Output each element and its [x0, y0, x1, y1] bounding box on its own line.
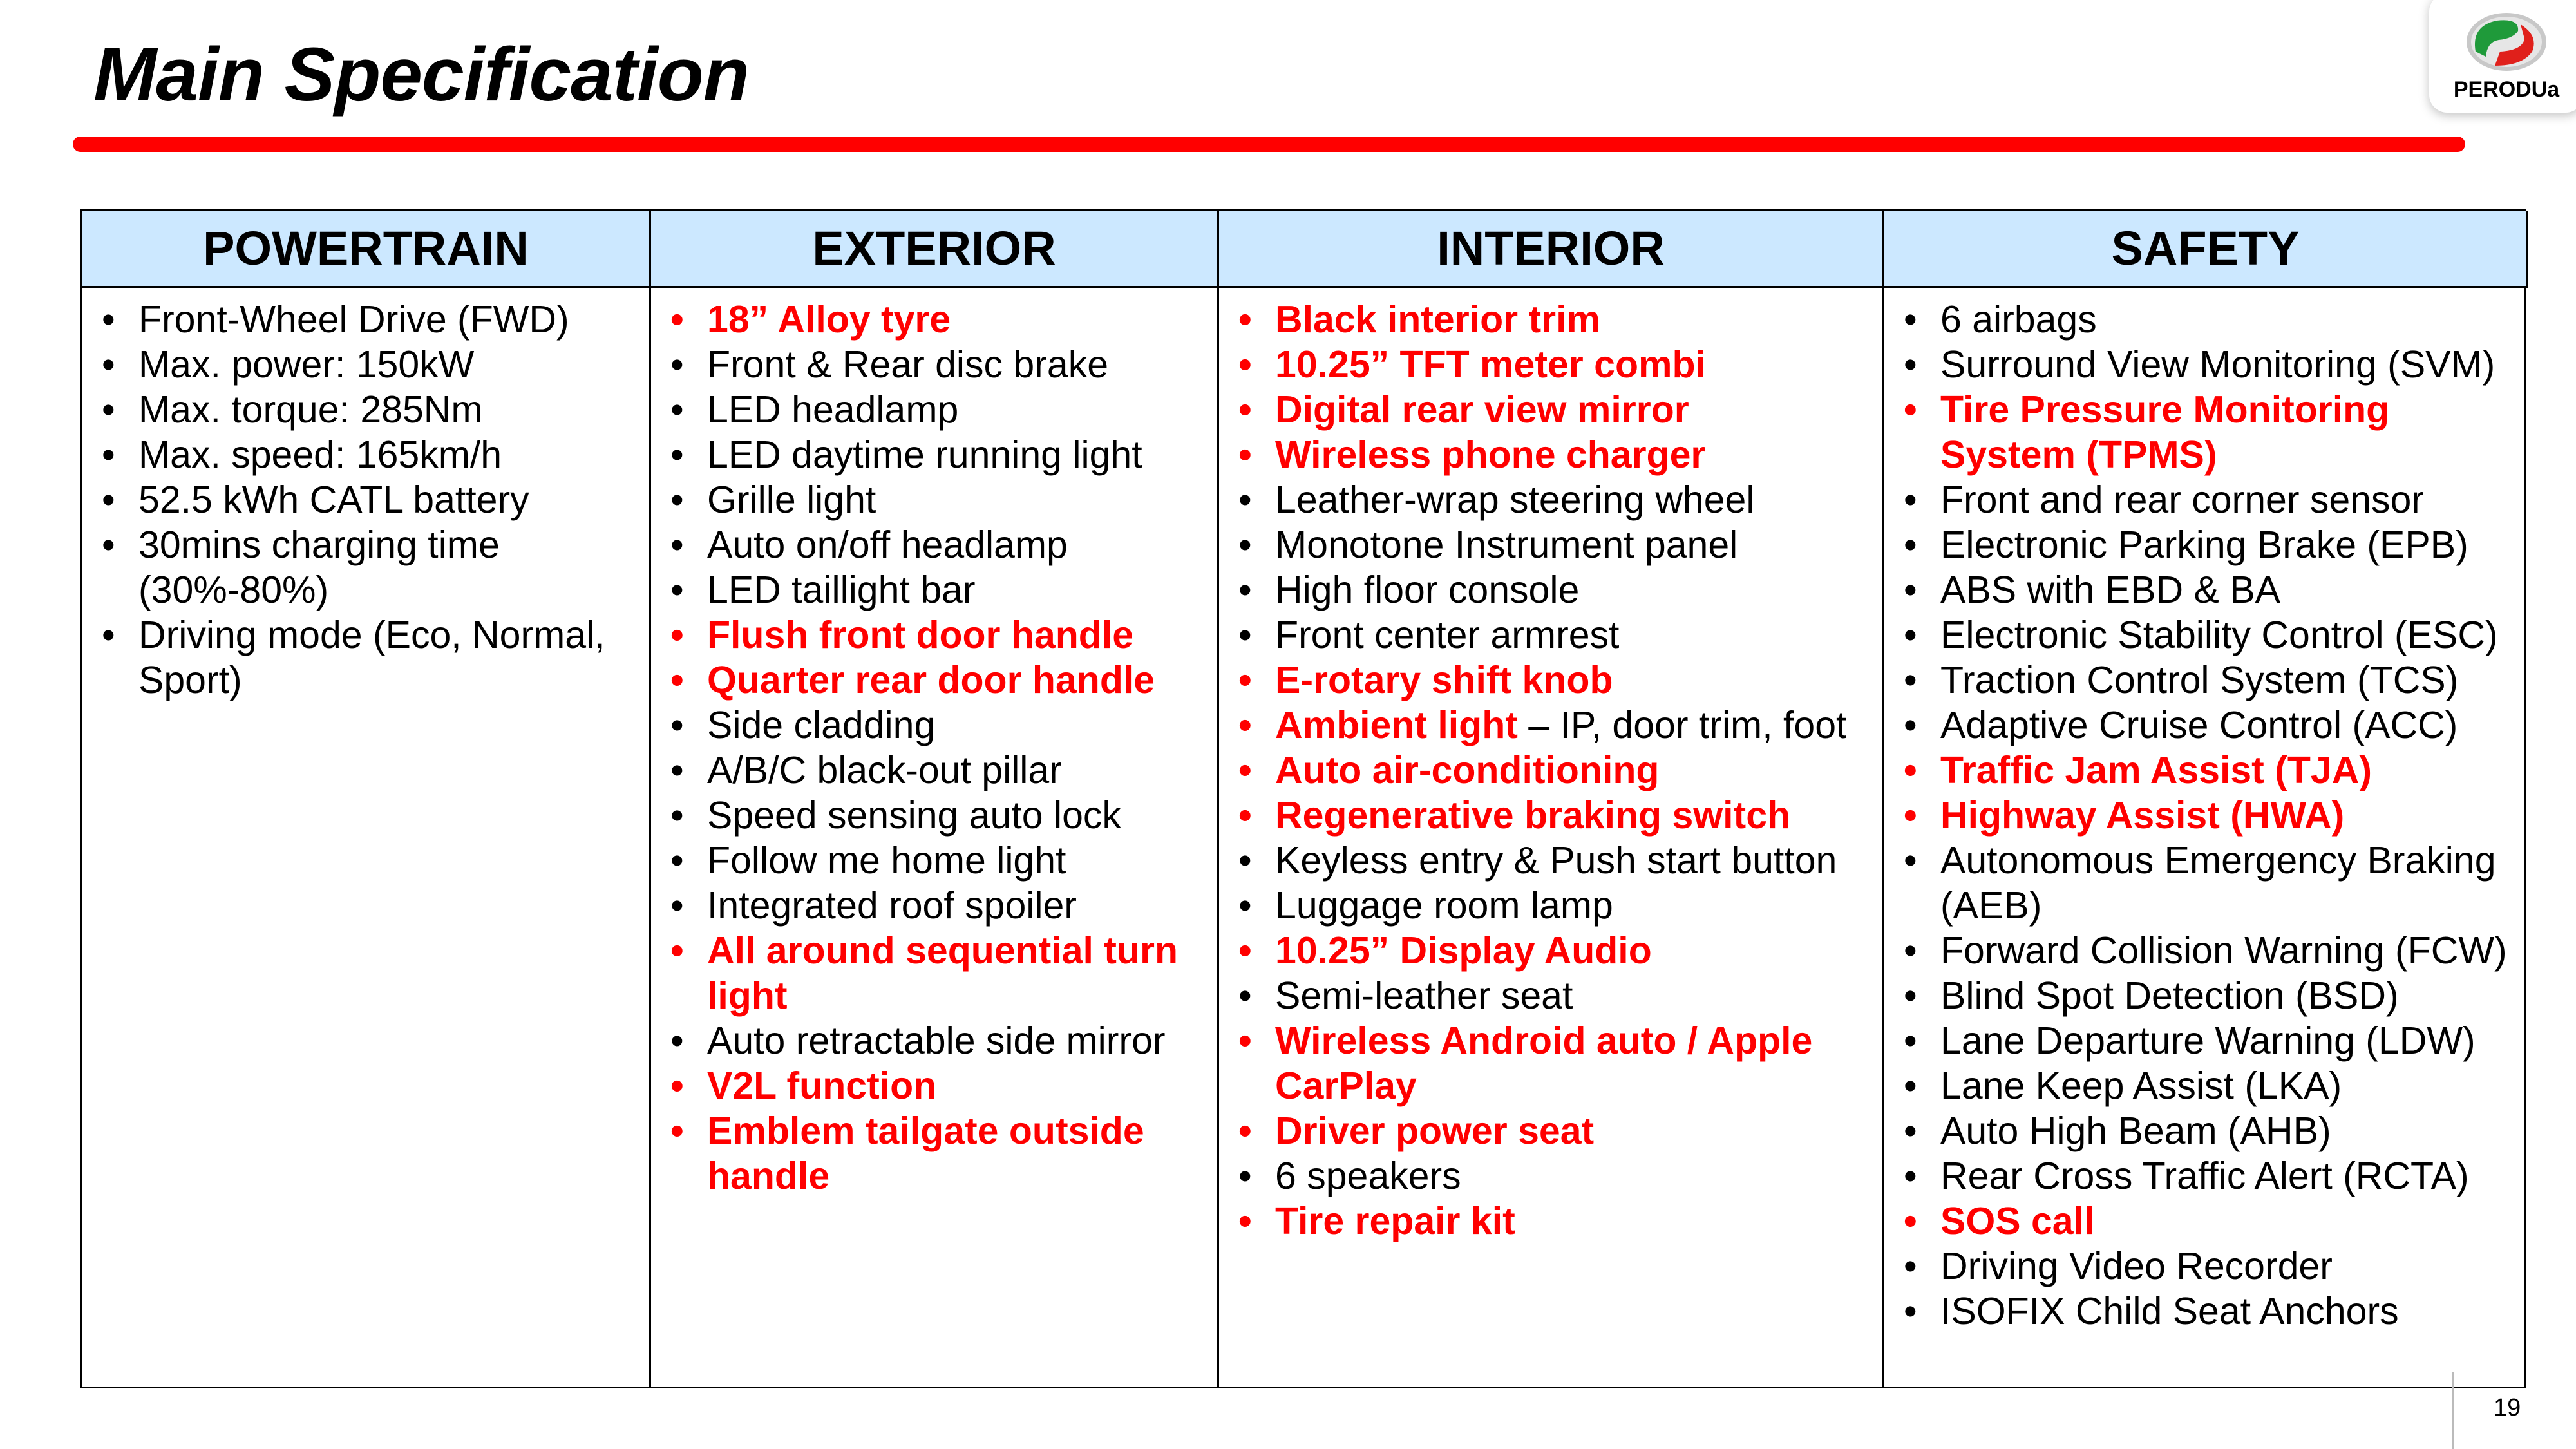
list-item-text: Emblem tailgate outside handle: [707, 1110, 1144, 1197]
list-item: [82, 342, 649, 387]
list-item: [1884, 973, 2528, 1018]
list-item-text: 30mins charging time (30%-80%): [138, 524, 500, 611]
list-item-text: Quarter rear door handle: [707, 659, 1155, 701]
perodua-logo: [2429, 0, 2576, 113]
list-item: [651, 703, 1217, 748]
list-item: [651, 342, 1217, 387]
list-item-text: Adaptive Cruise Control (ACC): [1940, 704, 2458, 746]
list-item: [651, 658, 1217, 703]
list-item-text: Traction Control System (TCS): [1940, 659, 2459, 701]
list-item-text: V2L function: [707, 1065, 937, 1107]
list-item: [1884, 748, 2528, 793]
list-item-text: Tire Pressure Monitoring System (TPMS): [1940, 388, 2390, 476]
list-item-text: Forward Collision Warning (FCW): [1940, 929, 2507, 972]
list-item: [1884, 567, 2528, 612]
list-item: [651, 1018, 1217, 1063]
list-item-text: Wireless phone charger: [1275, 433, 1706, 476]
list-item-text: LED headlamp: [707, 388, 959, 431]
list-item: [1219, 522, 1882, 567]
list-item-text: Max. speed: 165km/h: [138, 433, 502, 476]
list-item: [1884, 658, 2528, 703]
column-header-interior: INTERIOR: [1219, 211, 1884, 288]
list-item-text: Electronic Stability Control (ESC): [1940, 614, 2498, 656]
list-item-text: 52.5 kWh CATL battery: [138, 478, 529, 521]
list-item-text: Grille light: [707, 478, 876, 521]
list-item: [1219, 387, 1882, 432]
list-item: [82, 297, 649, 342]
svg-text:PERODUa: PERODUa: [2453, 77, 2560, 102]
list-item-text: Black interior trim: [1275, 298, 1600, 341]
list-item-text: A/B/C black-out pillar: [707, 749, 1062, 791]
list-item: [1884, 1108, 2528, 1153]
list-item-text: 10.25” TFT meter combi: [1275, 343, 1706, 386]
list-item: [1884, 387, 2528, 477]
list-item-text: Lane Keep Assist (LKA): [1940, 1065, 2342, 1107]
list-item-text: Traffic Jam Assist (TJA): [1940, 749, 2372, 791]
list-item: [82, 612, 649, 703]
list-item: [1884, 1198, 2528, 1244]
page-title: Main Specification: [93, 32, 749, 117]
list-item: [1219, 1198, 1882, 1244]
list-item-text: Rear Cross Traffic Alert (RCTA): [1940, 1155, 2469, 1197]
list-item-text: Driving mode (Eco, Normal, Sport): [138, 614, 605, 701]
list-item-text: Monotone Instrument panel: [1275, 524, 1738, 566]
list-item-text: Semi-leather seat: [1275, 974, 1573, 1017]
list-item: [1884, 703, 2528, 748]
list-item: [1219, 1153, 1882, 1198]
list-item-text: Front-Wheel Drive (FWD): [138, 298, 569, 341]
list-item: [1884, 838, 2528, 928]
list-item-text: High floor console: [1275, 569, 1580, 611]
column-header-exterior: EXTERIOR: [651, 211, 1219, 288]
list-item-text: LED taillight bar: [707, 569, 976, 611]
list-item-text: Blind Spot Detection (BSD): [1940, 974, 2399, 1017]
title-underline-divider: [73, 137, 2465, 152]
list-item-detail: – IP, door trim, foot: [1517, 704, 1847, 746]
list-item-text: 10.25” Display Audio: [1275, 929, 1652, 972]
list-item: [1219, 612, 1882, 658]
list-item: [1219, 658, 1882, 703]
list-item: [651, 1063, 1217, 1108]
column-interior-list: [1219, 288, 1884, 1387]
perodua-logo-icon: [2442, 6, 2571, 103]
list-item: [1884, 1244, 2528, 1289]
list-item: [651, 612, 1217, 658]
list-item-text: Max. power: 150kW: [138, 343, 475, 386]
list-item: [1884, 1063, 2528, 1108]
list-item: [1219, 703, 1882, 748]
list-item: [651, 748, 1217, 793]
list-item-text: ISOFIX Child Seat Anchors: [1940, 1290, 2399, 1332]
list-item: [651, 928, 1217, 1018]
list-item-text: Electronic Parking Brake (EPB): [1940, 524, 2468, 566]
list-item: [1219, 1108, 1882, 1153]
column-header-safety: SAFETY: [1884, 211, 2528, 288]
list-item-text: 6 speakers: [1275, 1155, 1461, 1197]
list-item: [1219, 477, 1882, 522]
list-item: [1219, 973, 1882, 1018]
list-item: [1884, 612, 2528, 658]
list-item-text: Follow me home light: [707, 839, 1066, 882]
spec-table: [80, 209, 2526, 1388]
list-item: [1219, 432, 1882, 477]
list-item-text: Autonomous Emergency Braking (AEB): [1940, 839, 2496, 927]
list-item-text: Leather-wrap steering wheel: [1275, 478, 1755, 521]
list-item-text: Flush front door handle: [707, 614, 1134, 656]
list-item: [651, 477, 1217, 522]
list-item: [651, 387, 1217, 432]
list-item-text: Integrated roof spoiler: [707, 884, 1077, 927]
list-item: [1219, 297, 1882, 342]
list-item: [651, 1108, 1217, 1198]
list-item-text: Ambient light: [1275, 704, 1518, 746]
list-item-text: Front center armrest: [1275, 614, 1620, 656]
list-item-text: Wireless Android auto / Apple CarPlay: [1275, 1019, 1813, 1107]
list-item-text: Max. torque: 285Nm: [138, 388, 483, 431]
list-item-text: 6 airbags: [1940, 298, 2097, 341]
list-item: [1884, 342, 2528, 387]
list-item-text: Luggage room lamp: [1275, 884, 1613, 927]
list-item-text: ABS with EBD & BA: [1940, 569, 2280, 611]
list-item: [651, 793, 1217, 838]
list-item: [1884, 297, 2528, 342]
list-item-text: Highway Assist (HWA): [1940, 794, 2345, 837]
footer-divider: [2452, 1372, 2454, 1449]
list-item-text: E-rotary shift knob: [1275, 659, 1613, 701]
list-item-text: SOS call: [1940, 1200, 2095, 1242]
list-item-text: Driving Video Recorder: [1940, 1245, 2333, 1287]
list-item: [1884, 477, 2528, 522]
list-item-text: Side cladding: [707, 704, 936, 746]
list-item-text: Digital rear view mirror: [1275, 388, 1689, 431]
list-item-text: Front and rear corner sensor: [1940, 478, 2424, 521]
list-item-text: Front & Rear disc brake: [707, 343, 1109, 386]
column-header-powertrain: POWERTRAIN: [82, 211, 651, 288]
list-item-text: All around sequential turn light: [707, 929, 1178, 1017]
list-item: [1219, 928, 1882, 973]
list-item: [1884, 1289, 2528, 1334]
list-item: [651, 567, 1217, 612]
list-item-text: Driver power seat: [1275, 1110, 1595, 1152]
list-item: [651, 522, 1217, 567]
list-item-text: Surround View Monitoring (SVM): [1940, 343, 2496, 386]
list-item: [1219, 1018, 1882, 1108]
list-item: [651, 432, 1217, 477]
column-powertrain-list: [82, 288, 651, 1387]
column-exterior-list: [651, 288, 1219, 1387]
list-item-text: Speed sensing auto lock: [707, 794, 1121, 837]
list-item: [1219, 342, 1882, 387]
list-item: [1219, 748, 1882, 793]
list-item: [1884, 928, 2528, 973]
list-item: [651, 838, 1217, 883]
list-item: [1884, 793, 2528, 838]
list-item: [1884, 1153, 2528, 1198]
list-item-text: 18” Alloy tyre: [707, 298, 951, 341]
list-item-text: Auto High Beam (AHB): [1940, 1110, 2331, 1152]
list-item: [1884, 1018, 2528, 1063]
list-item: [1219, 883, 1882, 928]
list-item-text: Auto air-conditioning: [1275, 749, 1660, 791]
list-item-text: Regenerative braking switch: [1275, 794, 1791, 837]
list-item: [1884, 522, 2528, 567]
list-item: [1219, 793, 1882, 838]
list-item-text: Auto on/off headlamp: [707, 524, 1068, 566]
column-safety-list: [1884, 288, 2528, 1387]
list-item-text: Lane Departure Warning (LDW): [1940, 1019, 2476, 1062]
list-item-text: Auto retractable side mirror: [707, 1019, 1166, 1062]
list-item-text: LED daytime running light: [707, 433, 1142, 476]
list-item: [1219, 567, 1882, 612]
list-item: [82, 432, 649, 477]
page-number: 19: [2494, 1394, 2521, 1421]
list-item-text: Tire repair kit: [1275, 1200, 1515, 1242]
list-item: [82, 387, 649, 432]
list-item-text: Keyless entry & Push start button: [1275, 839, 1837, 882]
list-item: [651, 883, 1217, 928]
list-item: [82, 477, 649, 522]
list-item: [1219, 838, 1882, 883]
list-item: [651, 297, 1217, 342]
list-item: [82, 522, 649, 612]
